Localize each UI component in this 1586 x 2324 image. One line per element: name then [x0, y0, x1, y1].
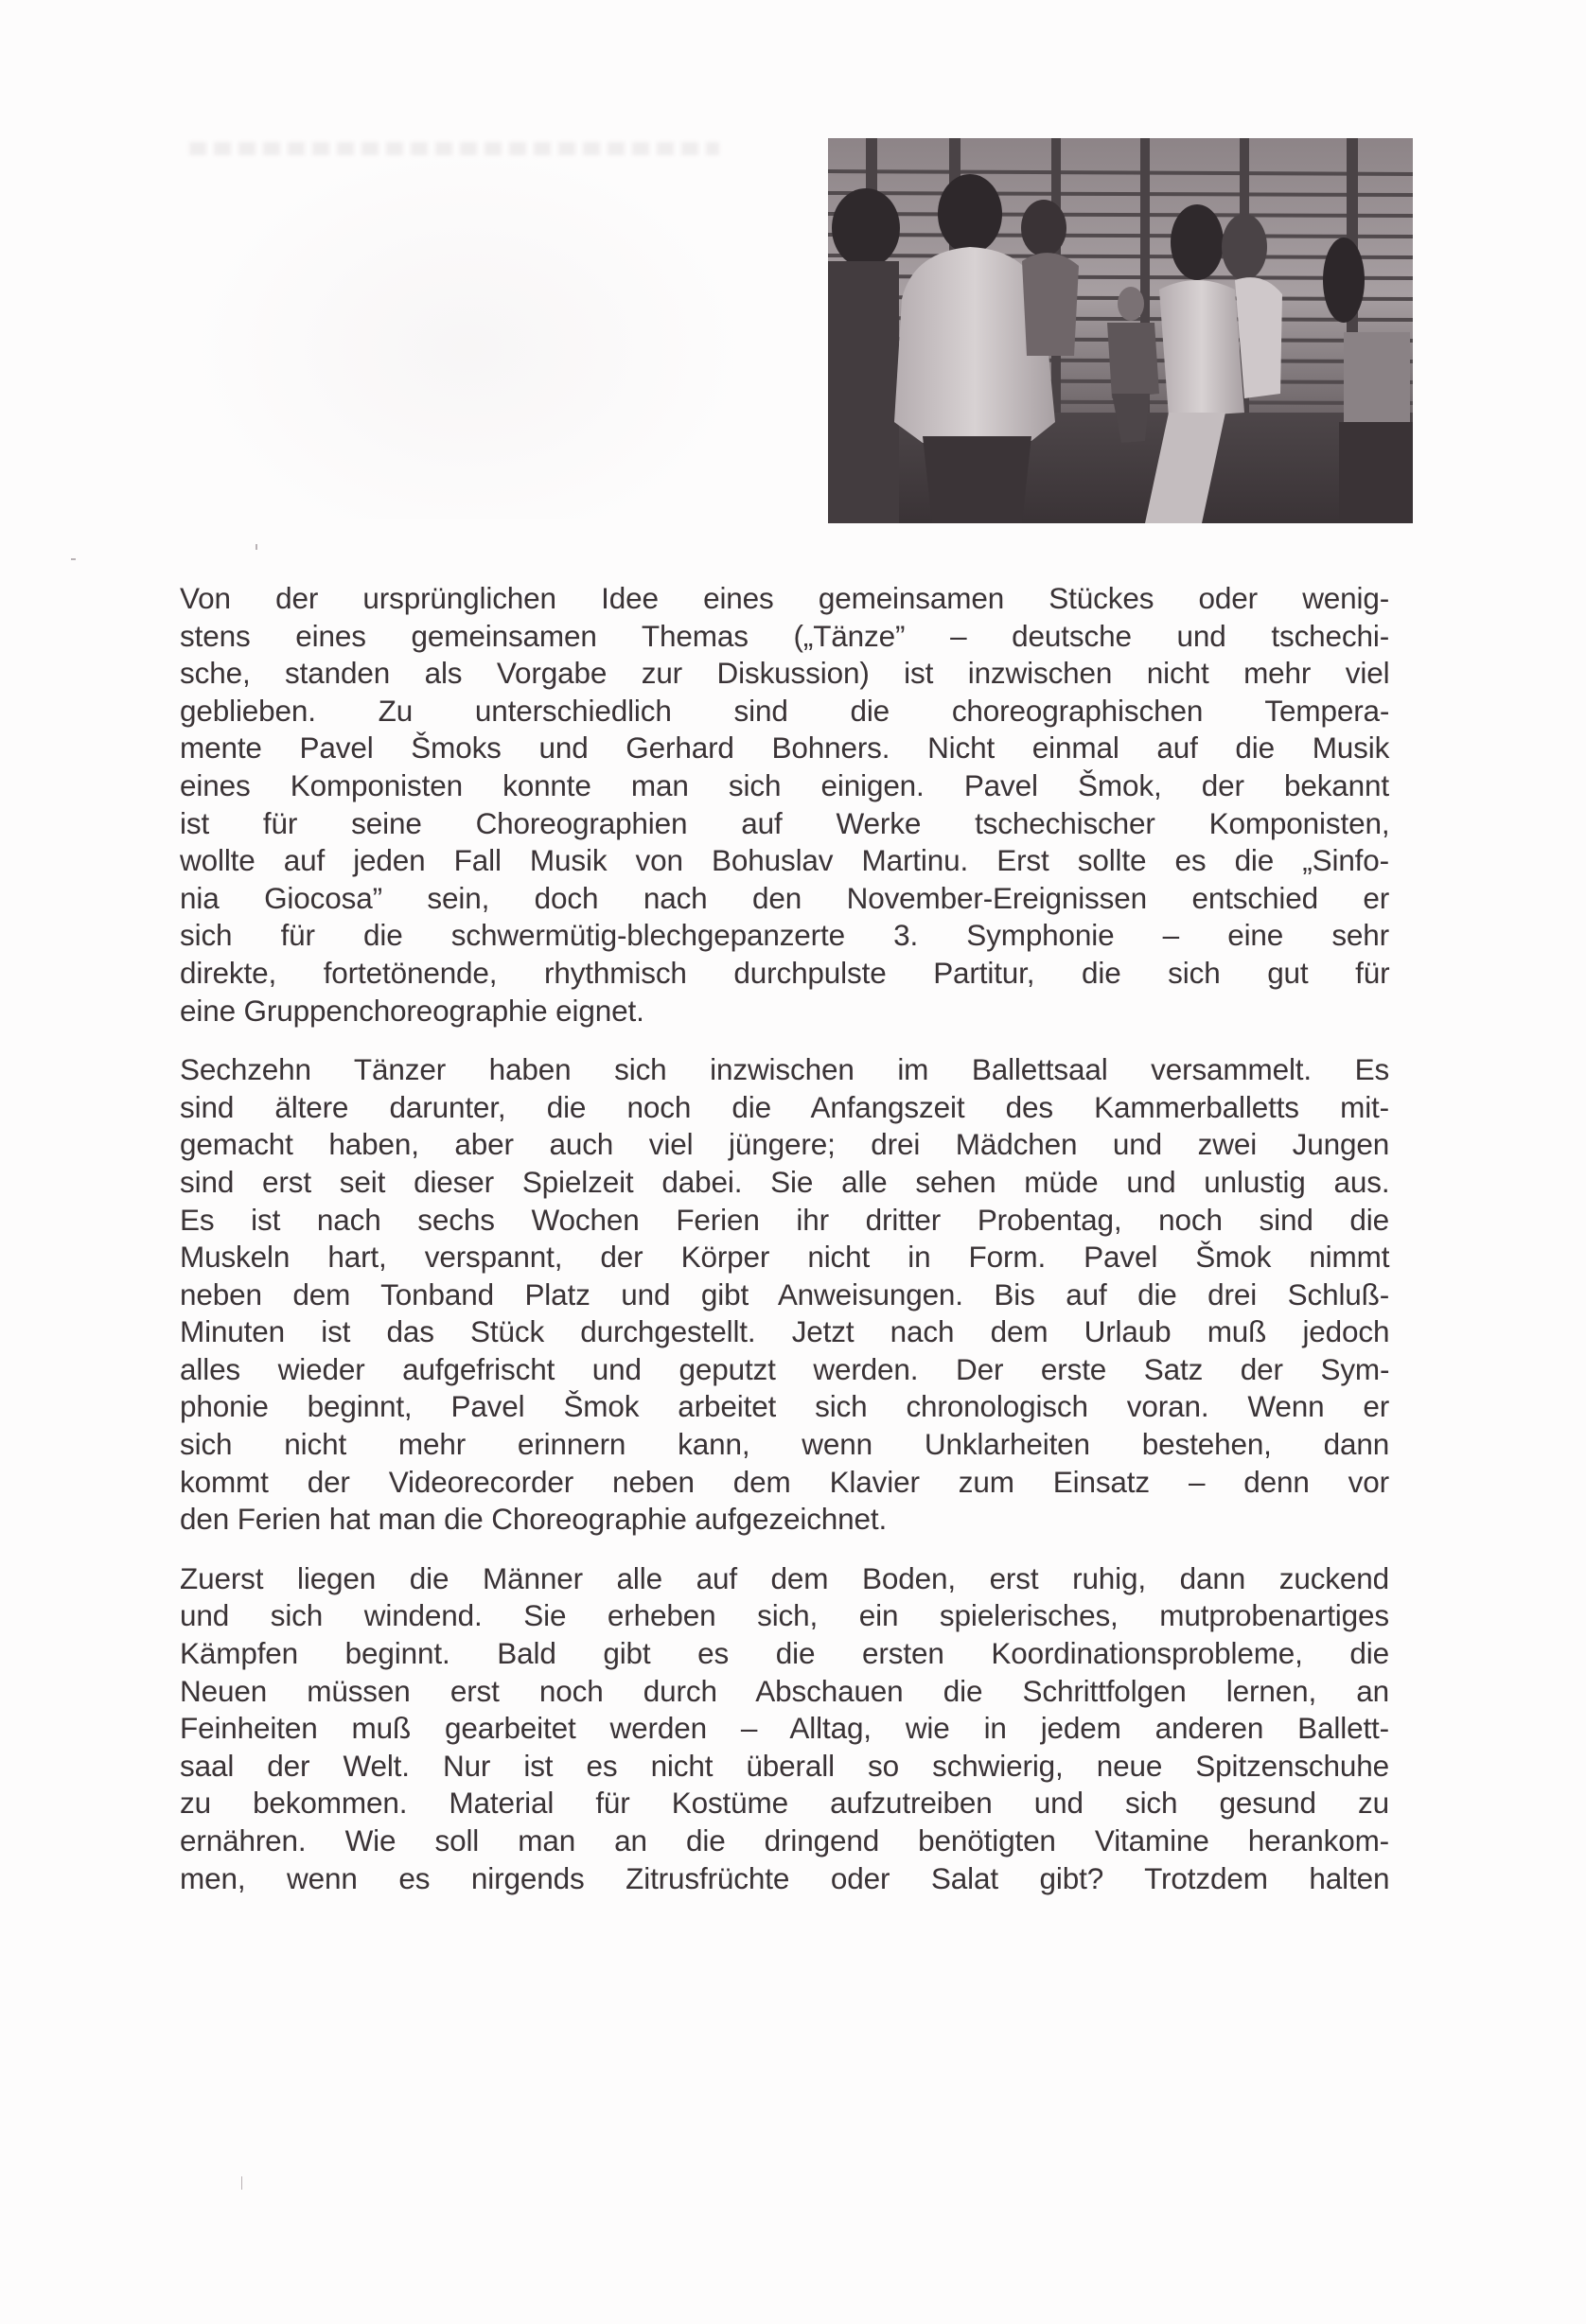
- dancer-left-dark: [828, 188, 900, 523]
- text-line: ernähren. Wie soll man an die dringend benötigten Vitamine herankom-: [180, 1823, 1389, 1857]
- text-line: direkte, fortetönende, rhythmisch durchpulste Partitur, die sich gut für: [180, 955, 1390, 990]
- text-line: sche, standen als Vorgabe zur Diskussion) ist inzwischen nicht mehr viel: [180, 656, 1390, 691]
- rehearsal-photo-image: [828, 138, 1413, 523]
- text-line: den Ferien hat man die Choreographie aufgezeichnet.: [180, 1502, 888, 1537]
- text-line: saal der Welt. Nur ist es nicht überall so schwierig, neue Spitzenschuhe: [180, 1748, 1389, 1783]
- text-line: und sich windend. Sie erheben sich, ein spielerisches, mutprobenartiges: [180, 1598, 1389, 1633]
- text-line: stens eines gemeinsamen Themas („Tänze” – deutsche und tschechi-: [180, 618, 1390, 653]
- text-line: zu bekommen. Material für Kostüme aufzutreiben und sich gesund zu: [180, 1786, 1389, 1821]
- text-line: Muskeln hart, verspannt, der Körper nicht in Form. Pavel Šmok nimmt: [180, 1240, 1390, 1275]
- text-line: Minuten ist das Stück durchgestellt. Jetzt nach dem Urlaub muß jedoch: [180, 1314, 1390, 1349]
- text-line: mente Pavel Šmoks und Gerhard Bohners. Nicht einmal auf die Musik: [180, 731, 1390, 766]
- text-line: sich nicht mehr erinnern kann, wenn Unklarheiten bestehen, dann: [180, 1427, 1390, 1462]
- text-line: geblieben. Zu unterschiedlich sind die choreographischen Tempera-: [180, 693, 1390, 728]
- text-line: sind erst seit dieser Spielzeit dabei. Sie alle sehen müde und unlustig aus.: [180, 1164, 1390, 1199]
- text-line: sind ältere darunter, die noch die Anfangszeit des Kammerballetts mit-: [180, 1089, 1389, 1124]
- text-line: nia Giocosa” sein, doch nach den November-Ereignissen entschied er: [180, 880, 1390, 915]
- text-line: neben dem Tonband Platz und gibt Anweisungen. Bis auf die drei Schluß-: [180, 1276, 1390, 1312]
- text-line: wollte auf jeden Fall Musik von Bohuslav Martinu. Erst sollte es die „Sinfo-: [180, 843, 1389, 878]
- text-line: Kämpfen beginnt. Bald gibt es die ersten Koordinationsprobleme, die: [180, 1636, 1389, 1671]
- text-line: Zuerst liegen die Männer alle auf dem Boden, erst ruhig, dann zuckend: [180, 1560, 1389, 1595]
- scan-speck: [241, 2176, 242, 2190]
- text-line: Von der ursprünglichen Idee eines gemeinsamen Stückes oder wenig-: [180, 581, 1390, 615]
- body-text: [180, 580, 1389, 1919]
- scan-speck: [71, 558, 76, 560]
- text-line: gemacht haben, aber auch viel jüngere; drei Mädchen und zwei Jungen: [180, 1127, 1390, 1162]
- paragraph-1: [180, 580, 1389, 1030]
- text-line: alles wieder aufgefrischt und geputzt werden. Der erste Satz der Sym-: [180, 1351, 1390, 1386]
- paragraph-3: [180, 1560, 1389, 1897]
- text-line: kommt der Videorecorder neben dem Klavier zum Einsatz – denn vor: [180, 1464, 1389, 1499]
- scan-speck: [256, 544, 257, 550]
- text-line: sich für die schwermütig-blechgepanzerte 3. Symphonie – eine sehr: [180, 918, 1389, 953]
- text-line: Es ist nach sechs Wochen Ferien ihr dritter Probentag, noch sind die: [180, 1202, 1389, 1237]
- show-through-artifact: [185, 140, 752, 519]
- paragraph-2: [180, 1051, 1389, 1539]
- text-line: eines Komponisten konnte man sich einigen. Pavel Šmok, der bekannt: [180, 767, 1389, 802]
- text-line: men, wenn es nirgends Zitrusfrüchte oder Salat gibt? Trotzdem halten: [180, 1860, 1390, 1895]
- text-line: Feinheiten muß gearbeitet werden – Alltag, wie in jedem anderen Ballett-: [180, 1711, 1389, 1746]
- text-line: phonie beginnt, Pavel Šmok arbeitet sich chronologisch voran. Wenn er: [180, 1389, 1390, 1424]
- text-line: Sechzehn Tänzer haben sich inzwischen im Ballettsaal versammelt. Es: [180, 1052, 1390, 1087]
- text-line: eine Gruppenchoreographie eignet.: [180, 993, 644, 1028]
- text-line: ist für seine Choreographien auf Werke tschechischer Komponisten,: [180, 805, 1390, 840]
- show-through-heading-artifact: [189, 142, 719, 155]
- text-line: Neuen müssen erst noch durch Abschauen die Schrittfolgen lernen, an: [180, 1673, 1389, 1708]
- rehearsal-photo: [828, 138, 1413, 523]
